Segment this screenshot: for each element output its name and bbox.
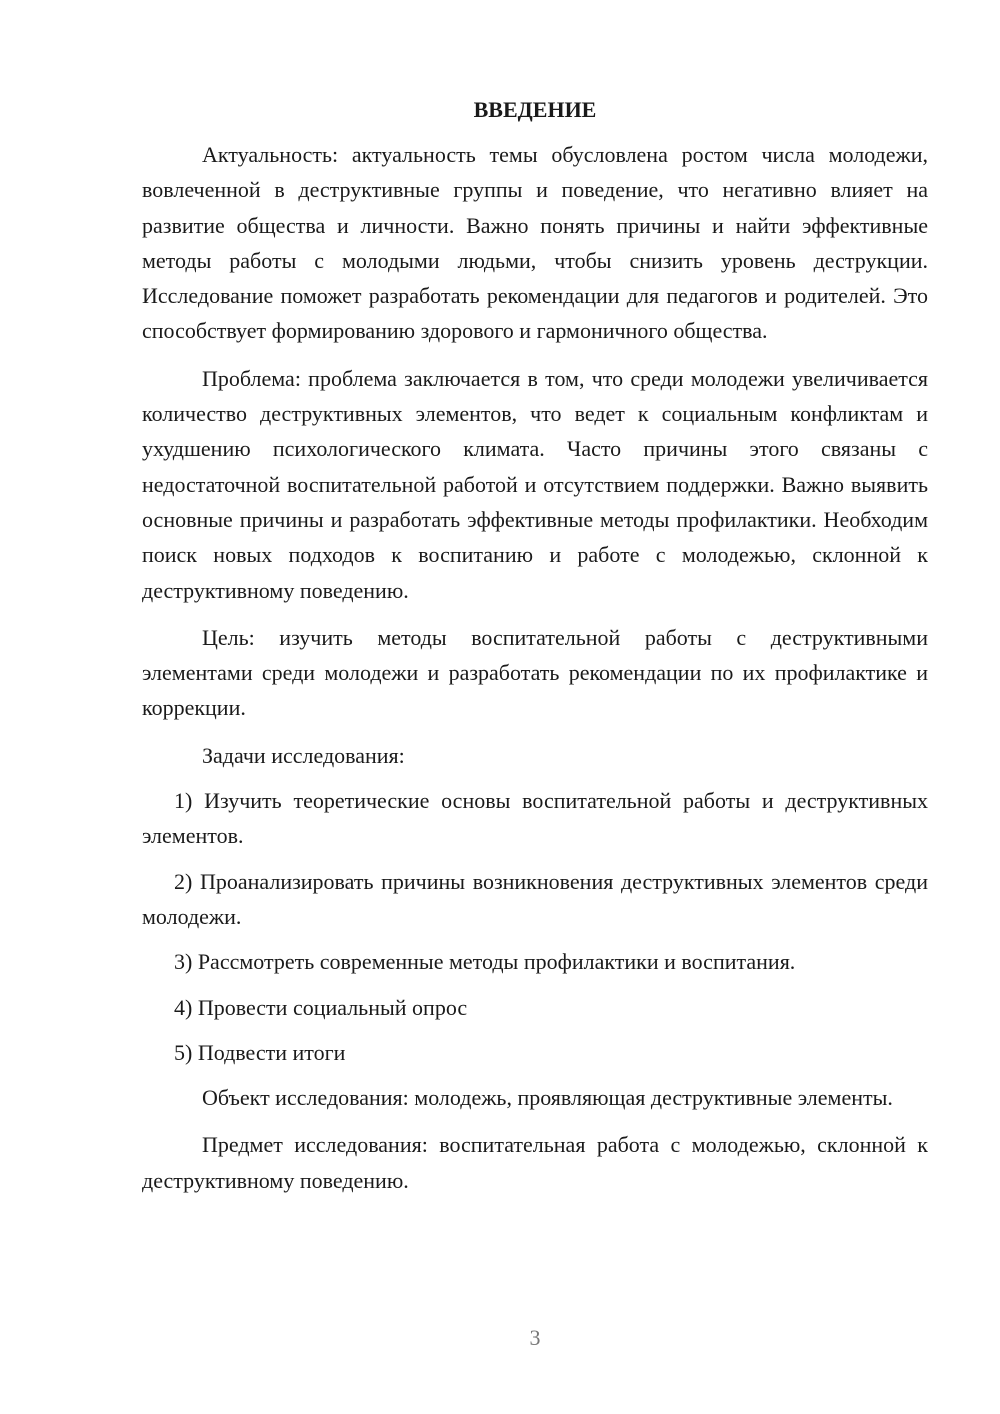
page-number: 3	[529, 1325, 541, 1350]
research-object-paragraph: Объект исследования: молодежь, проявляющая деструктивные элементы.	[202, 1085, 893, 1111]
task-item-1: 1) Изучить теоретические основы воспитательной работы и деструктивных элементов.	[142, 788, 928, 849]
task-item-2: 2) Проанализировать причины возникновения деструктивных элементов среди молодежи.	[142, 868, 928, 929]
task-item-5: 5) Подвести итоги	[174, 1039, 346, 1065]
relevance-paragraph: Актуальность: актуальность темы обусловлена ростом числа молодежи, вовлеченной в деструктивные группы и поведение, что негативно влияет на развитие общества и личности. Важно понять причины и найти эффективные методы работы с молодыми людьми, чтобы снизить уровень деструкции. Исследование поможет разработать рекомендации для педагогов и родителей. Это способствует формированию здорового и гармоничного общества.	[142, 142, 928, 344]
document-title: ВВЕДЕНИЕ	[473, 97, 597, 122]
task-item-3: 3) Рассмотреть современные методы профилактики и воспитания.	[174, 949, 796, 975]
tasks-heading: Задачи исследования:	[202, 742, 405, 768]
research-subject-paragraph: Предмет исследования: воспитательная работа с молодежью, склонной к деструктивному поведению.	[142, 1132, 928, 1193]
problem-paragraph: Проблема: проблема заключается в том, что среди молодежи увеличивается количество деструктивных элементов, что ведет к социальным конфликтам и ухудшению психологического климата. Часто причины этого связаны с недостаточной воспитательной работой и отсутствием поддержки. Важно выявить основные причины и разработать эффективные методы профилактики. Необходим поиск новых подходов к воспитанию и работе с молодежью, склонной к деструктивному поведению.	[142, 365, 928, 603]
task-item-4: 4) Провести социальный опрос	[174, 994, 468, 1020]
goal-paragraph: Цель: изучить методы воспитательной работы с деструктивными элементами среди молодежи и разработать рекомендации по их профилактике и коррекции.	[142, 624, 928, 721]
document-page	[142, 92, 928, 1210]
